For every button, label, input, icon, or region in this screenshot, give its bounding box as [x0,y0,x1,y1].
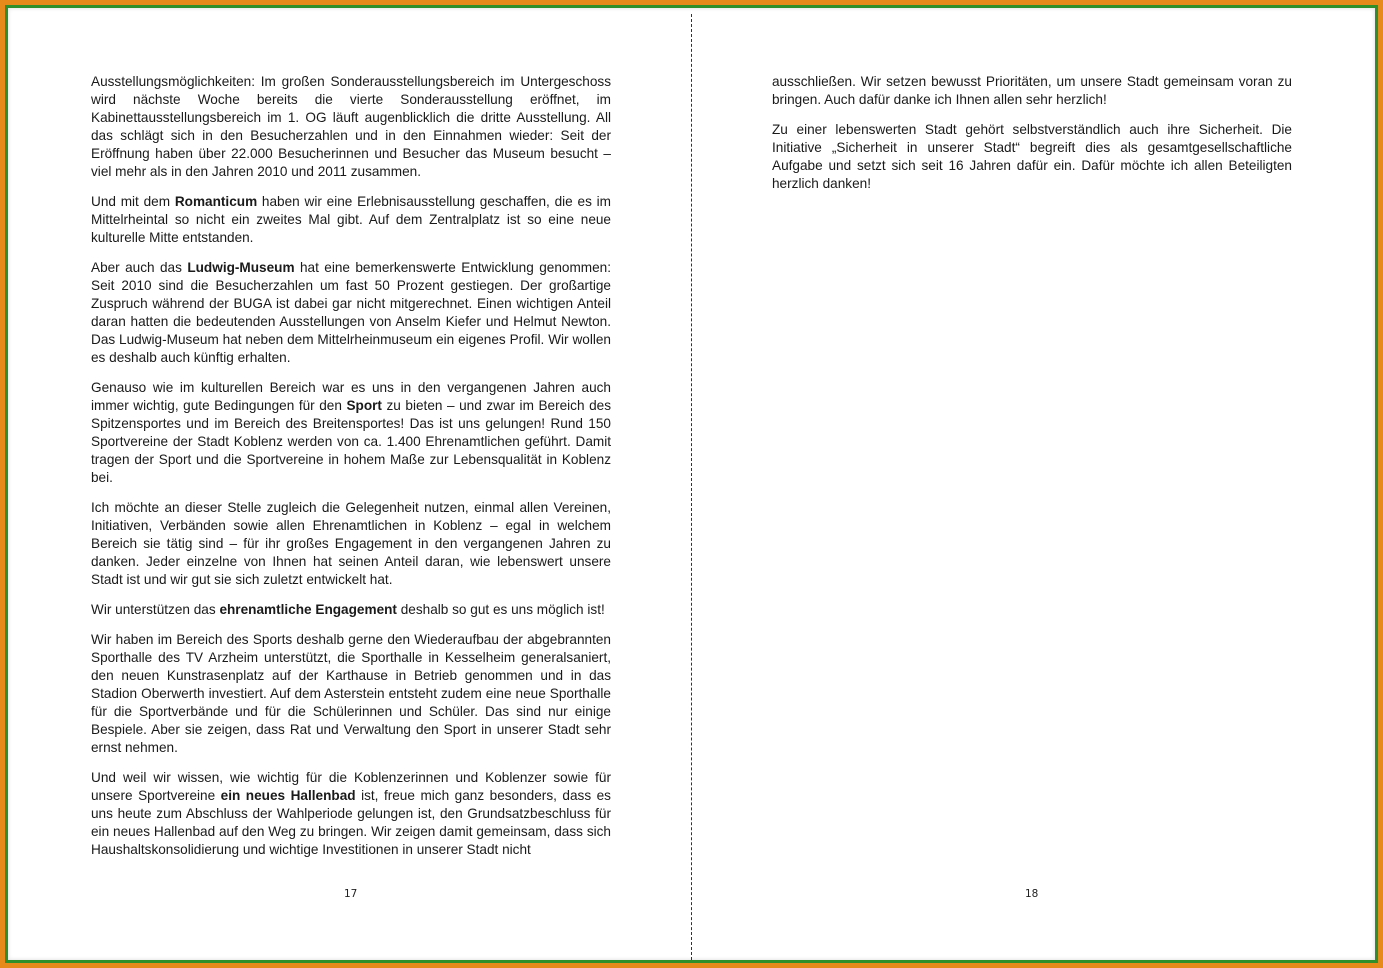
text-run: Zu einer lebenswerten Stadt gehört selbstverständlich auch ihre Sicherheit. Die Initiative „Sicherheit in unserer Stadt“ begreift dies als gesamtgesellschaftliche Aufgabe und setzt sich seit 16 Jahren dafür ein. Dafür möchte ich allen Beteiligten herzlich danken! [772,121,1292,191]
bold-term: Sport [346,398,382,413]
text-run: deshalb so gut es uns möglich ist! [396,601,605,617]
page-divider [691,14,692,960]
paragraph [772,73,1292,109]
text-run: Ausstellungsmöglichkeiten: Im großen Sonderausstellungsbereich im Untergeschoss wird nächste Woche bereits die vierte Sonderausstellung eröffnet, im Kabinettausstellungsbereich im 1. OG läuft augenblicklich die dritte Ausstellung. All das schlägt sich in den Besucherzahlen und in den Einnahmen wieder: Seit der Eröffnung haben über 22.000 Besucherinnen und Besucher das Museum besucht – viel mehr als in den Jahren 2010 und 2011 zusammen. [91,74,611,180]
paragraph [91,193,611,247]
text-run: ausschließen. Wir setzen bewusst Prioritäten, um unsere Stadt gemeinsam voran zu bringen. Auch dafür danke ich Ihnen allen sehr herzlich! [772,74,1292,108]
paragraph [91,259,611,368]
paragraph [772,121,1292,193]
paragraph [91,631,611,758]
paragraph [91,769,611,859]
paragraph [91,499,611,589]
page-number-left: 17 [344,888,358,900]
text-run: Wir haben im Bereich des Sports deshalb gerne den Wiederaufbau der abgebrannten Sporthalle des TV Arzheim unterstützt, die Sporthalle in Kesselheim generalsaniert, den neuen Kunstrasenplatz auf der Karthause in Betrieb genommen und in das Stadion Oberwerth investiert. Auf dem Asterstein entsteht zudem eine neue Sporthalle für die Sportverbände und für die Schülerinnen und Schüler. Das sind nur einige Bespiele. Aber sie zeigen, dass Rat und Verwaltung den Sport in unserer Stadt sehr ernst nehmen. [91,631,611,756]
text-run: Aber auch das [91,259,188,275]
left-page-text [91,73,611,871]
right-page-text [772,73,1292,205]
text-run: Ich möchte an dieser Stelle zugleich die Gelegenheit nutzen, einmal allen Vereinen, Initiativen, Verbänden sowie allen Ehrenamtlichen in Koblenz – egal in welchem Bereich sie tätig sind – für ihr großes Engagement in den vergangenen Jahren zu danken. Jeder einzelne von Ihnen hat seinen Anteil daran, wie lebenswert unsere Stadt ist und wir gut sie sich zuletzt entwickelt hat. [91,499,611,588]
paragraph [91,379,611,488]
bold-term: ein neues Hallenbad [220,787,356,803]
text-run: haben wir eine Erlebnisausstellung geschaffen, die es im Mittelrheintal so nicht ein zweites Mal gibt. Auf dem Zentralplatz ist so eine neue kulturelle Mitte entstanden. [91,194,611,246]
text-run: hat eine bemerkenswerte Entwicklung genommen: Seit 2010 sind die Besucherzahlen um fast 50 Prozent gestiegen. Der großartige Zuspruch während der BUGA ist dabei gar nicht mitgerechnet. Einen wichtigen Anteil daran hatten die bedeutenden Ausstellungen von Anselm Kiefer und Helmut Newton. Das Ludwig-Museum hat neben dem Mittelrheinmuseum ein eigenes Profil. Wir wollen es deshalb auch künftig erhalten. [91,259,611,366]
paragraph [91,601,611,619]
page-number-right: 18 [1025,888,1039,900]
text-run: Wir unterstützen das [91,601,220,617]
bold-term: ehrenamtliche Engagement [219,601,397,617]
text-run: Und weil wir wissen, wie wichtig für die Koblenzerinnen und Koblenzer sowie für unsere Sportvereine [91,769,611,803]
text-run: Und mit dem [91,194,175,210]
bold-term: Romanticum [174,194,258,210]
text-run: zu bieten – und zwar im Bereich des Spitzensportes und im Bereich des Breitensportes! Das ist uns gelungen! Rund 150 Sportvereine der Stadt Koblenz werden von ca. 1.400 Ehrenamtlichen geführt. Damit tragen der Sport und die Sportvereine in hohem Maße zur Lebensqualität in Koblenz bei. [91,398,611,486]
text-run: ist, freue mich ganz besonders, dass es uns heute zum Abschluss der Wahlperiode gelungen ist, den Grundsatzbeschluss für ein neues Hallenbad auf den Weg zu bringen. Wir zeigen damit gemeinsam, dass sich Haushaltskonsolidierung und wichtige Investitionen in unserer Stadt nicht [91,787,611,858]
bold-term: Ludwig-Museum [187,259,295,275]
text-run: Genauso wie im kulturellen Bereich war es uns in den vergangenen Jahren auch immer wichtig, gute Bedingungen für den [91,379,611,413]
paragraph [91,73,611,182]
